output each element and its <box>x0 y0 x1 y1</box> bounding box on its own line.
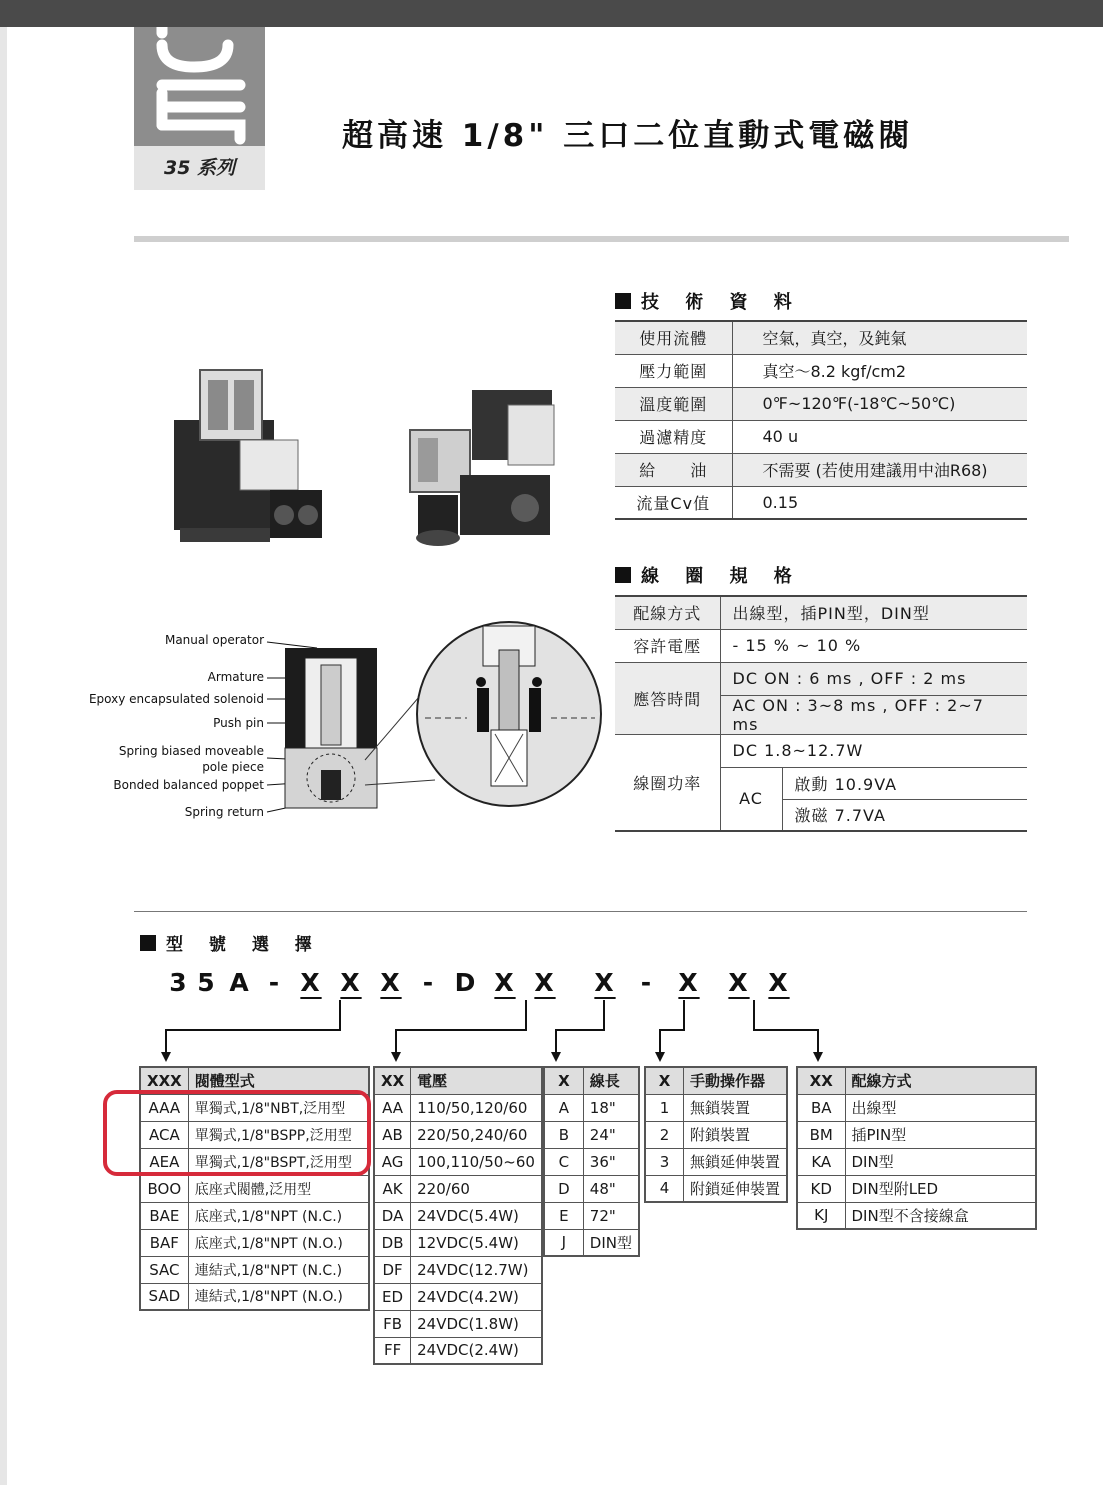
code-cell: FF <box>374 1337 411 1364</box>
label-epoxy-solenoid: Epoxy encapsulated solenoid <box>88 692 264 706</box>
table-row <box>374 1310 542 1337</box>
table-row <box>615 321 1027 354</box>
table-header-row <box>797 1067 1036 1094</box>
code-cell: AEA <box>140 1148 188 1175</box>
table-row <box>374 1175 542 1202</box>
code-cell: DA <box>374 1202 411 1229</box>
table-row <box>140 1229 369 1256</box>
coil-heading <box>615 562 802 588</box>
code-cell: BAF <box>140 1229 188 1256</box>
code-char: X <box>768 968 790 997</box>
desc-cell: 單獨式,1/8"BSPT,泛用型 <box>188 1148 369 1175</box>
table-row <box>374 1256 542 1283</box>
code-cell: DF <box>374 1256 411 1283</box>
code-cell: AB <box>374 1121 411 1148</box>
desc-cell: 110/50,120/60 <box>411 1094 542 1121</box>
header-cell: 配線方式 <box>845 1067 1036 1094</box>
desc-cell: DIN型 <box>583 1229 639 1256</box>
code-cell: AA <box>374 1094 411 1121</box>
table-row <box>615 734 1027 767</box>
voltage-table <box>373 1066 543 1365</box>
table-row <box>615 453 1027 486</box>
table-row <box>374 1094 542 1121</box>
header-cell: 電壓 <box>411 1067 542 1094</box>
code-dash: - <box>640 968 654 997</box>
wiring-table <box>796 1066 1037 1230</box>
desc-cell: 24VDC(1.8W) <box>411 1310 542 1337</box>
tech-value: 40 u <box>762 427 799 446</box>
coil-label: 線圈功率 <box>615 734 720 831</box>
code-char: X <box>380 968 402 997</box>
header-cell: 手動操作器 <box>683 1067 787 1094</box>
table-row <box>797 1148 1036 1175</box>
coil-heading-text: 線 圈 規 格 <box>641 566 802 587</box>
coil-value: DC ON : 6 ms , OFF : 2 ms <box>720 662 1027 695</box>
desc-cell: 220/60 <box>411 1175 542 1202</box>
manual-operator-table <box>644 1066 788 1203</box>
table-row <box>374 1121 542 1148</box>
desc-cell: 12VDC(5.4W) <box>411 1229 542 1256</box>
table-row <box>544 1121 639 1148</box>
table-row <box>797 1121 1036 1148</box>
code-char: X <box>678 968 700 997</box>
tech-label: 給 油 <box>615 453 732 486</box>
tech-heading <box>615 288 802 314</box>
code-dash: - <box>268 968 282 997</box>
code-char: X <box>494 968 516 997</box>
header-cell: 線長 <box>583 1067 639 1094</box>
table-row <box>615 662 1027 695</box>
label-push-pin: Push pin <box>213 716 264 730</box>
tech-value: 空氣，真空，及鈍氣 <box>762 329 907 349</box>
code-char: X <box>728 968 750 997</box>
top-bar <box>0 0 1103 27</box>
desc-cell: 底座式閥體,泛用型 <box>188 1175 369 1202</box>
header-cell: X <box>544 1067 583 1094</box>
header-cell: XX <box>374 1067 411 1094</box>
table-row <box>544 1202 639 1229</box>
coil-value: - 15 % ~ 10 % <box>720 629 1027 662</box>
code-cell: 3 <box>645 1148 683 1175</box>
wire-length-table <box>543 1066 640 1257</box>
code-cell: C <box>544 1148 583 1175</box>
code-cell: KJ <box>797 1202 845 1229</box>
coil-value: AC ON : 3~8 ms , OFF : 2~7 ms <box>720 695 1027 734</box>
table-row <box>140 1256 369 1283</box>
bullet-square-icon <box>615 567 631 583</box>
code-cell: AAA <box>140 1094 188 1121</box>
desc-cell: 單獨式,1/8"BSPP,泛用型 <box>188 1121 369 1148</box>
table-row <box>544 1229 639 1256</box>
table-row <box>645 1094 787 1121</box>
coil-table <box>615 595 1027 832</box>
label-bonded-poppet: Bonded balanced poppet <box>113 778 264 792</box>
code-cell: FB <box>374 1310 411 1337</box>
code-cell: J <box>544 1229 583 1256</box>
page-edge <box>0 27 7 1485</box>
tech-label: 溫度範圍 <box>615 387 732 420</box>
brand-logo <box>134 27 265 146</box>
table-row <box>140 1175 369 1202</box>
coil-value: 啟動 10.9VA <box>782 767 1027 799</box>
valve-photo-graphic <box>160 350 580 570</box>
header-cell: X <box>645 1067 683 1094</box>
table-row <box>374 1148 542 1175</box>
label-spring-return: Spring return <box>184 805 264 819</box>
code-cell: BAE <box>140 1202 188 1229</box>
table-row <box>615 486 1027 519</box>
desc-cell: 連結式,1/8"NPT (N.O.) <box>188 1283 369 1310</box>
code-cell: 2 <box>645 1121 683 1148</box>
table-row <box>615 420 1027 453</box>
model-heading <box>140 930 322 955</box>
table-row <box>615 596 1027 629</box>
tech-label: 過濾精度 <box>615 420 732 453</box>
table-row <box>615 387 1027 420</box>
table-row <box>797 1175 1036 1202</box>
logo-graphic <box>134 27 265 146</box>
coil-ac-label: AC <box>720 767 782 831</box>
tech-value: 0.15 <box>762 492 799 512</box>
desc-cell: DIN型不含接線盒 <box>845 1202 1036 1229</box>
tech-label: 使用流體 <box>615 321 732 354</box>
desc-cell: 72" <box>583 1202 639 1229</box>
header-cell: XX <box>797 1067 845 1094</box>
code-char: X <box>594 968 616 997</box>
code-cell: E <box>544 1202 583 1229</box>
code-char: D <box>454 968 478 997</box>
desc-cell: 無鎖裝置 <box>683 1094 787 1121</box>
desc-cell: 36" <box>583 1148 639 1175</box>
table-row <box>797 1094 1036 1121</box>
code-char: X <box>300 968 322 997</box>
tech-value: 不需要 (若使用建議用中油R68) <box>762 461 988 480</box>
tech-table <box>615 320 1027 520</box>
table-row <box>374 1229 542 1256</box>
bullet-square-icon <box>140 935 156 951</box>
code-cell: 4 <box>645 1175 683 1202</box>
coil-value: 激磁 7.7VA <box>782 799 1027 831</box>
desc-cell: 100,110/50~60 <box>411 1148 542 1175</box>
bullet-square-icon <box>615 293 631 309</box>
code-connector-lines <box>130 996 1030 1066</box>
desc-cell: 連結式,1/8"NPT (N.C.) <box>188 1256 369 1283</box>
divider-top <box>134 236 1069 242</box>
desc-cell: 220/50,240/60 <box>411 1121 542 1148</box>
desc-cell: 18" <box>583 1094 639 1121</box>
tech-label: 壓力範圍 <box>615 354 732 387</box>
desc-cell: 24VDC(2.4W) <box>411 1337 542 1364</box>
code-char: A <box>229 968 251 997</box>
table-row <box>544 1175 639 1202</box>
coil-value: DC 1.8~12.7W <box>720 734 1027 767</box>
table-row <box>374 1202 542 1229</box>
desc-cell: 24VDC(5.4W) <box>411 1202 542 1229</box>
tech-heading-text: 技 術 資 料 <box>641 292 802 313</box>
red-highlight-annotation <box>103 1090 371 1176</box>
table-row <box>374 1283 542 1310</box>
tech-label: 流量Cv值 <box>615 486 732 519</box>
coil-label: 應答時間 <box>615 662 720 734</box>
header-cell: XXX <box>140 1067 188 1094</box>
desc-cell: 出線型 <box>845 1094 1036 1121</box>
desc-cell: 24VDC(12.7W) <box>411 1256 542 1283</box>
code-cell: ACA <box>140 1121 188 1148</box>
code-dash: - <box>422 968 436 997</box>
diagram-graphic <box>95 610 605 830</box>
desc-cell: DIN型附LED <box>845 1175 1036 1202</box>
table-row <box>544 1094 639 1121</box>
table-row <box>615 629 1027 662</box>
table-row <box>615 354 1027 387</box>
table-header-row <box>544 1067 639 1094</box>
label-pole-piece: pole piece <box>202 760 264 774</box>
desc-cell: DIN型 <box>845 1148 1036 1175</box>
cross-section-diagram <box>88 610 605 830</box>
code-char: X <box>340 968 362 997</box>
desc-cell: 插PIN型 <box>845 1121 1036 1148</box>
code-char: X <box>534 968 556 997</box>
label-manual-operator: Manual operator <box>164 633 264 647</box>
code-char: 3 <box>169 968 189 997</box>
label-spring-biased: Spring biased moveable <box>118 744 264 758</box>
code-cell: B <box>544 1121 583 1148</box>
table-row <box>374 1337 542 1364</box>
model-code <box>165 968 799 997</box>
table-row <box>797 1202 1036 1229</box>
page-title: 超高速 1/8" 三口二位直動式電磁閥 <box>342 118 914 154</box>
table-row <box>140 1283 369 1310</box>
tech-value: 0℉~120℉(-18℃~50℃) <box>762 394 956 413</box>
desc-cell: 附鎖延伸裝置 <box>683 1175 787 1202</box>
coil-value: 出線型，插PIN型，DIN型 <box>720 596 1027 629</box>
code-cell: ED <box>374 1283 411 1310</box>
table-row <box>645 1175 787 1202</box>
code-cell: BM <box>797 1121 845 1148</box>
code-cell: A <box>544 1094 583 1121</box>
code-cell: DB <box>374 1229 411 1256</box>
table-row <box>544 1148 639 1175</box>
desc-cell: 24VDC(4.2W) <box>411 1283 542 1310</box>
table-row <box>140 1202 369 1229</box>
code-cell: SAD <box>140 1283 188 1310</box>
model-heading-text: 型 號 選 擇 <box>166 935 322 955</box>
label-armature: Armature <box>207 670 264 684</box>
code-char: 5 <box>197 968 217 997</box>
desc-cell: 單獨式,1/8"NBT,泛用型 <box>188 1094 369 1121</box>
table-header-row <box>374 1067 542 1094</box>
code-cell: BA <box>797 1094 845 1121</box>
tech-value: 真空～8.2 kgf/cm2 <box>762 362 907 381</box>
code-cell: 1 <box>645 1094 683 1121</box>
table-header-row <box>645 1067 787 1094</box>
coil-label: 配線方式 <box>615 596 720 629</box>
desc-cell: 附鎖裝置 <box>683 1121 787 1148</box>
desc-cell: 24" <box>583 1121 639 1148</box>
divider-middle <box>134 911 1027 912</box>
code-cell: SAC <box>140 1256 188 1283</box>
series-label: 35 系列 <box>134 146 265 190</box>
desc-cell: 無鎖延伸裝置 <box>683 1148 787 1175</box>
code-cell: KD <box>797 1175 845 1202</box>
product-photos <box>160 350 580 570</box>
desc-cell: 48" <box>583 1175 639 1202</box>
table-row <box>645 1148 787 1175</box>
code-cell: BOO <box>140 1175 188 1202</box>
header-cell: 閥體型式 <box>188 1067 369 1094</box>
coil-label: 容許電壓 <box>615 629 720 662</box>
desc-cell: 底座式,1/8"NPT (N.O.) <box>188 1229 369 1256</box>
table-row <box>645 1121 787 1148</box>
code-cell: D <box>544 1175 583 1202</box>
code-cell: AK <box>374 1175 411 1202</box>
code-cell: AG <box>374 1148 411 1175</box>
code-cell: KA <box>797 1148 845 1175</box>
desc-cell: 底座式,1/8"NPT (N.C.) <box>188 1202 369 1229</box>
